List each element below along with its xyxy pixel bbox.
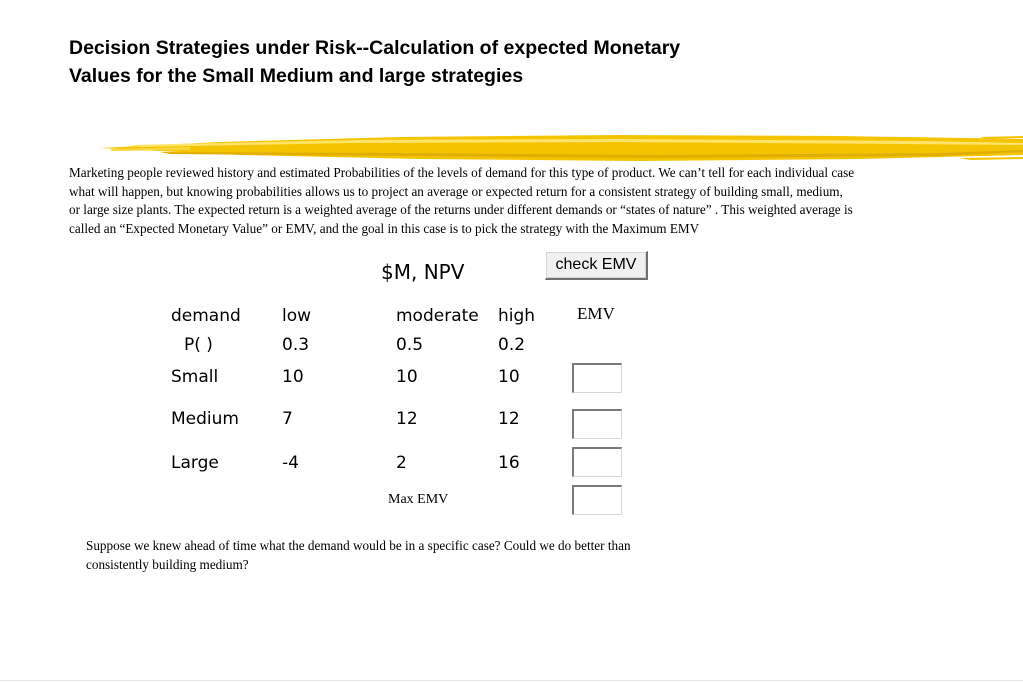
emv-input-small[interactable] <box>572 363 622 393</box>
intro-paragraph <box>69 164 989 238</box>
slide-title-line: Decision Strategies under Risk--Calculation of expected Monetary <box>69 37 681 59</box>
payoff-medium-high: 12 <box>498 409 520 429</box>
probability-low: 0.3 <box>282 335 310 355</box>
column-header-emv: EMV <box>577 304 615 323</box>
intro-line: or large size plants. The expected return is a weighted average of the returns under different demands or “states of nature” . This weighted average is <box>69 202 853 217</box>
question-paragraph <box>86 536 786 574</box>
question-line: Suppose we knew ahead of time what the demand would be in a specific case? Could we do better than <box>86 538 631 553</box>
emv-input-medium[interactable] <box>572 409 622 439</box>
intro-line: called an “Expected Monetary Value” or EMV, and the goal in this case is to pick the strategy with the Maximum EMV <box>69 220 700 236</box>
column-header-moderate: moderate <box>396 306 479 326</box>
question-line: consistently building medium? <box>86 557 249 572</box>
payoff-small-moderate: 10 <box>396 367 418 387</box>
intro-line: what will happen, but knowing probabilities allows us to project an average or expected return for a consistent strategy of building small, medium, <box>69 183 843 199</box>
probability-moderate: 0.5 <box>396 335 424 355</box>
units-label: $M, NPV <box>381 260 465 284</box>
probability-high: 0.2 <box>498 335 526 355</box>
emv-input-large[interactable] <box>572 447 622 477</box>
strategy-label-medium: Medium <box>171 409 239 429</box>
yellow-brush-stroke-divider <box>100 128 1023 168</box>
bottom-divider <box>0 680 1023 681</box>
payoff-large-low: -4 <box>282 453 299 473</box>
check-emv-button[interactable]: check EMV <box>545 251 648 280</box>
column-header-high: high <box>498 306 536 326</box>
payoff-medium-low: 7 <box>282 409 293 429</box>
column-header-low: low <box>282 306 312 326</box>
strategy-label-small: Small <box>171 367 219 387</box>
slide-title-line: Values for the Small Medium and large strategies <box>69 65 524 87</box>
intro-line: Marketing people reviewed history and estimated Probabilities of the levels of demand for this type of product. We can’t tell for each individual case <box>69 165 855 180</box>
payoff-small-high: 10 <box>498 367 520 387</box>
max-emv-input[interactable] <box>572 485 622 515</box>
strategy-label-large: Large <box>171 453 219 473</box>
probability-row-label: P( ) <box>184 335 213 355</box>
payoff-medium-moderate: 12 <box>396 409 418 429</box>
slide-title <box>69 34 829 90</box>
max-emv-label: Max EMV <box>388 492 449 507</box>
column-header-demand: demand <box>171 306 241 326</box>
payoff-small-low: 10 <box>282 367 304 387</box>
payoff-large-moderate: 2 <box>396 453 407 473</box>
payoff-large-high: 16 <box>498 453 520 473</box>
